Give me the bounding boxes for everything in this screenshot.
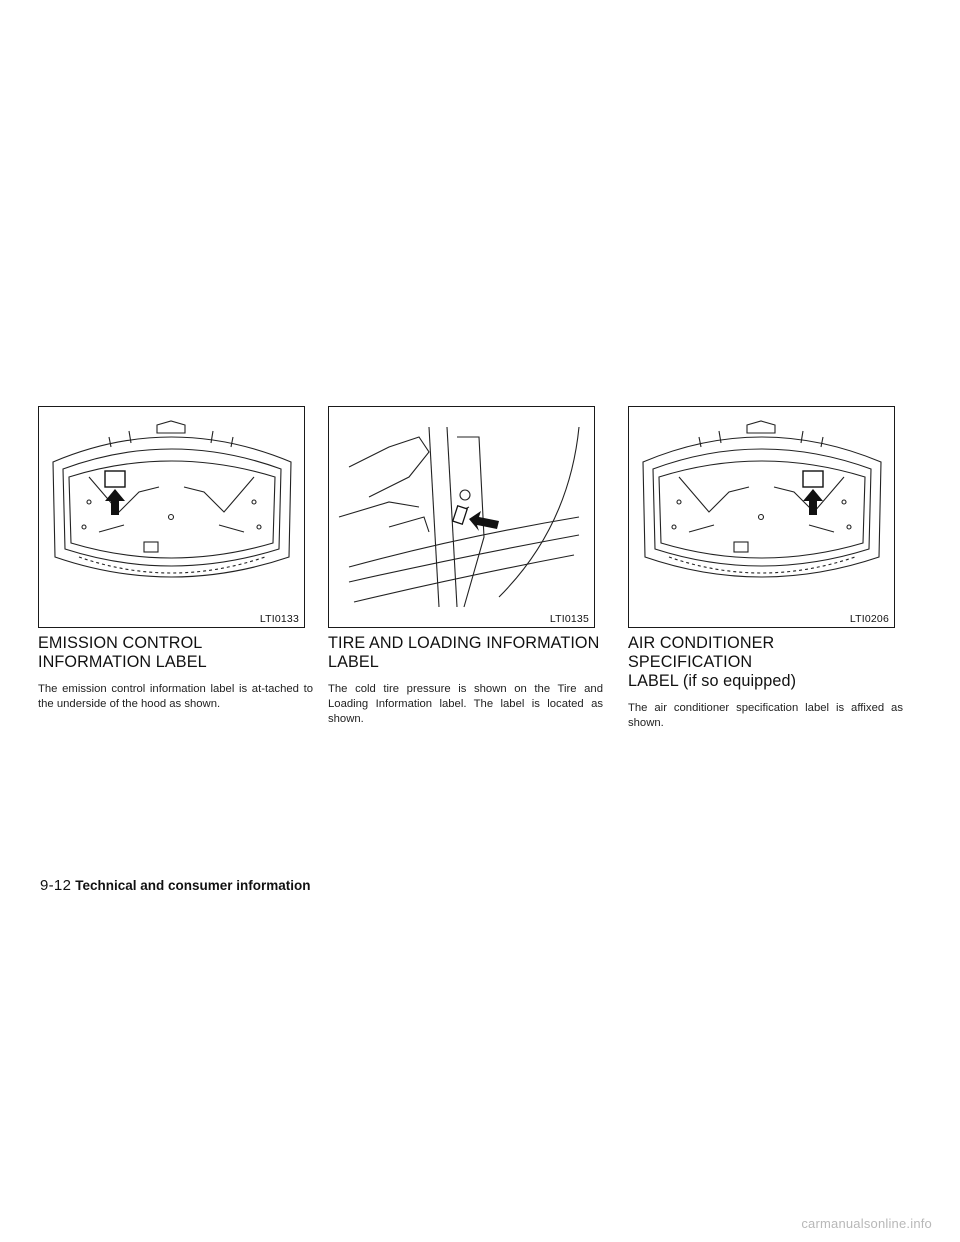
figure-tire-label [328,406,595,628]
heading-qualifier: (if so equipped) [682,672,797,690]
heading-line-1: AIR CONDITIONER SPECIFICATION [628,634,775,671]
hood-illustration [629,407,894,627]
section-body: The cold tire pressure is shown on the Tire and Loading Information label. The label is located as shown. [328,683,603,725]
heading-line-2: LABEL [628,672,679,690]
section-air-conditioner [628,634,903,731]
watermark: carmanualsonline.info [801,1216,932,1231]
figure-code: LTI0133 [259,613,299,625]
figure-emission-label [38,406,305,628]
hood-illustration [39,407,304,627]
heading-line-2: INFORMATION LABEL [38,653,207,671]
figure-code: LTI0206 [849,613,889,625]
heading-line-1: EMISSION CONTROL [38,634,203,652]
footer-section-title: Technical and consumer information [75,878,311,893]
section-body: The emission control information label is at-tached to the underside of the hood as shown. [38,683,313,710]
page-footer [40,877,311,894]
section-heading [38,634,313,672]
door-pillar-illustration [329,407,594,627]
heading-line-2: LABEL [328,653,379,671]
figure-ac-label [628,406,895,628]
section-heading [628,634,903,691]
page-number: 9-12 [40,877,72,894]
section-heading [328,634,603,672]
section-emission-control [38,634,313,712]
section-tire-loading [328,634,603,727]
heading-line-1: TIRE AND LOADING INFORMATION [328,634,600,652]
figure-code: LTI0135 [549,613,589,625]
section-body: The air conditioner specification label is affixed as shown. [628,702,903,729]
